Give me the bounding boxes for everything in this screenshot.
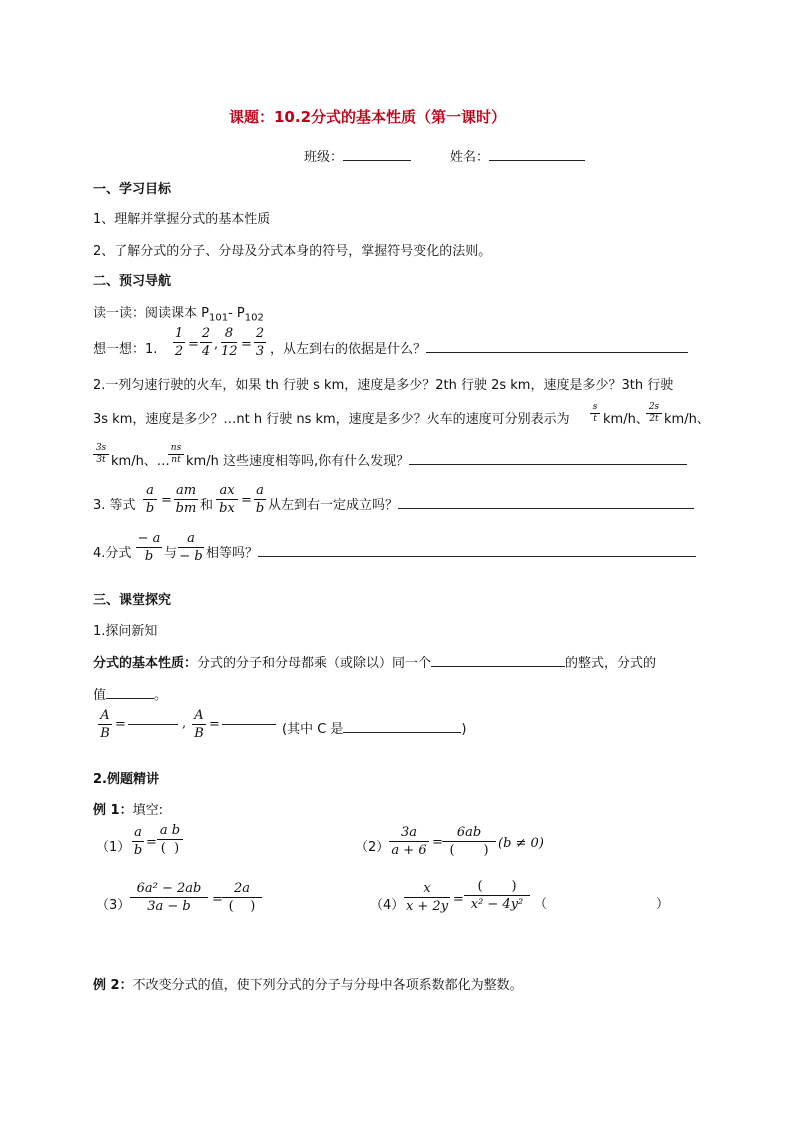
item-3-label: （3） (96, 898, 131, 913)
frac-a-neg-b: a − b (179, 531, 203, 564)
frac-2s-2t: 2s 2t (646, 402, 662, 425)
item-2-label: （2） (355, 840, 390, 855)
train-question-line3 (186, 450, 687, 469)
read-mid: - P (228, 306, 245, 321)
item-1-label: （1） (96, 840, 131, 855)
name-label: 姓名： (450, 150, 490, 165)
property-blank-2[interactable] (106, 684, 154, 699)
class-blank[interactable] (343, 146, 411, 161)
frac-1-2: 1 2 (174, 326, 184, 359)
frac-8-12: 8 12 (221, 326, 238, 359)
kmh-2: km/h、 (664, 412, 710, 427)
frac-A-B: A B (192, 707, 206, 742)
item-4-paren-close: ） (656, 897, 670, 912)
kmh-1: km/h、 (603, 412, 649, 427)
eq-sign: = (188, 337, 199, 352)
section-2-heading: 二、预习导航 (93, 274, 172, 289)
frac-6ab-blank: 6ab ( ) (442, 824, 496, 859)
property-text: 分式的分子和分母都乘（或除以）同一个 (197, 656, 432, 671)
property-blank-1[interactable] (431, 652, 565, 667)
example-2-text: 不改变分式的值，使下列分式的分子与分母中各项系数都化为整数。 (132, 978, 523, 993)
page-sub-1: 101 (208, 312, 229, 324)
goal-1: 1、理解并掌握分式的基本性质 (93, 212, 271, 227)
eq-sign: = (453, 892, 464, 907)
q3-prefix: 3. 等式 (93, 498, 136, 513)
think-tail: ，从左到右的依据是什么？ (270, 342, 427, 357)
frac-a-b: a b (255, 483, 265, 516)
frac-am-bm: am bm (175, 483, 197, 516)
frac-2-3: 2 3 (255, 326, 265, 359)
think-question (270, 338, 688, 357)
frac-ax-bx: ax bx (216, 482, 238, 517)
item-4-label: （4） (370, 898, 405, 913)
fraction-blank-2[interactable] (222, 716, 276, 725)
think-blank[interactable] (426, 338, 688, 353)
section-3-heading: 三、课堂探究 (93, 593, 172, 608)
frac-6a2-2ab: 6a² − 2ab 3a − b (130, 880, 208, 915)
property-end: 。 (154, 688, 168, 703)
condition-b-ne-0: (b ≠ 0) (498, 836, 544, 851)
frac-blank-x2-4y2: ( ) x² − 4y² (464, 878, 530, 913)
example-1-label: 例 1： (93, 803, 133, 818)
frac-2-4: 2 4 (201, 326, 211, 359)
comma: , (182, 716, 187, 731)
train-question-line1: 2.一列匀速行驶的火车，如果 th 行驶 s km，速度是多少？2th 行驶 2s km，速度是多少？3th 行驶 (93, 378, 674, 393)
frac-A-B: A B (98, 707, 112, 742)
example-2-label: 例 2： (93, 978, 133, 993)
q4-tail: 相等吗？ (206, 546, 259, 561)
q3-tail: 从左到右一定成立吗？ (268, 498, 399, 513)
page-sub-2: 102 (244, 312, 264, 324)
frac-a-b: a b (143, 482, 157, 517)
frac-3s-3t: 3s 3t (93, 443, 109, 466)
property-label: 分式的基本性质： (93, 656, 198, 671)
read-line (93, 302, 264, 324)
q3-blank[interactable] (398, 494, 694, 509)
where-text: (其中 C 是 (282, 722, 344, 737)
example-1-text: 填空: (132, 803, 163, 818)
q3-and: 和 (200, 498, 214, 513)
frac-x-x2y: x x + 2y (405, 881, 449, 914)
eq-sign: = (241, 493, 252, 508)
class-label-row (304, 146, 411, 165)
page-title: 课题：10.2分式的基本性质（第一课时） (229, 108, 507, 126)
q4-prefix: 4.分式 (93, 546, 132, 561)
frac-2a-blank: 2a ( ) (222, 880, 262, 915)
class-label: 班级： (304, 150, 344, 165)
kmh-3: km/h、… (111, 454, 170, 469)
q4-question (206, 542, 696, 561)
explore-subheading: 1.探问新知 (93, 624, 158, 639)
frac-neg-a-b: − a b (137, 531, 161, 564)
think-prefix: 想一想：1. (93, 342, 158, 357)
examples-subheading: 2.例题精讲 (93, 772, 159, 787)
eq-sign: = (432, 835, 443, 850)
eq-sign: = (209, 717, 220, 732)
eq-sign: = (241, 337, 252, 352)
frac-s-t: s t (590, 402, 600, 425)
eq-sign: = (212, 892, 223, 907)
goal-2: 2、了解分式的分子、分母及分式本身的符号，掌握符号变化的法则。 (93, 244, 492, 259)
where-end: ) (461, 722, 467, 737)
train-tail: km/h 这些速度相等吗,你有什么发现？ (186, 454, 410, 469)
frac-3a-a6: 3a a + 6 (389, 824, 429, 859)
eq-sign: = (146, 835, 157, 850)
section-1-heading: 一、学习目标 (93, 182, 172, 197)
comma: , (214, 337, 219, 352)
frac-a-b: a b (133, 825, 143, 858)
read-prefix: 读一读：阅读课本 P (93, 306, 209, 321)
property-line2 (93, 684, 167, 703)
name-label-row (450, 146, 585, 165)
train-blank[interactable] (409, 450, 687, 465)
where-clause (282, 718, 467, 737)
train-question-line2: 3s km，速度是多少？…nt h 行驶 ns km，速度是多少？火车的速度可分别表示为 (93, 412, 570, 427)
frac-ns-nt: ns nt (168, 443, 184, 466)
eq-sign: = (115, 717, 126, 732)
fraction-blank-1[interactable] (128, 716, 178, 725)
example-2-line (93, 974, 523, 993)
q3-question (268, 494, 694, 513)
item-4-paren-open: （ (534, 897, 548, 912)
where-blank[interactable] (343, 718, 461, 733)
q4-blank[interactable] (258, 542, 696, 557)
property-line1 (93, 652, 656, 671)
name-blank[interactable] (489, 146, 585, 161)
property-value: 值 (93, 688, 107, 703)
frac-ab-blank: a b ( ) (157, 822, 183, 857)
eq-sign: = (161, 493, 172, 508)
example-1-line (93, 799, 163, 818)
property-tail: 的整式，分式的 (565, 656, 657, 671)
q4-with: 与 (164, 546, 178, 561)
